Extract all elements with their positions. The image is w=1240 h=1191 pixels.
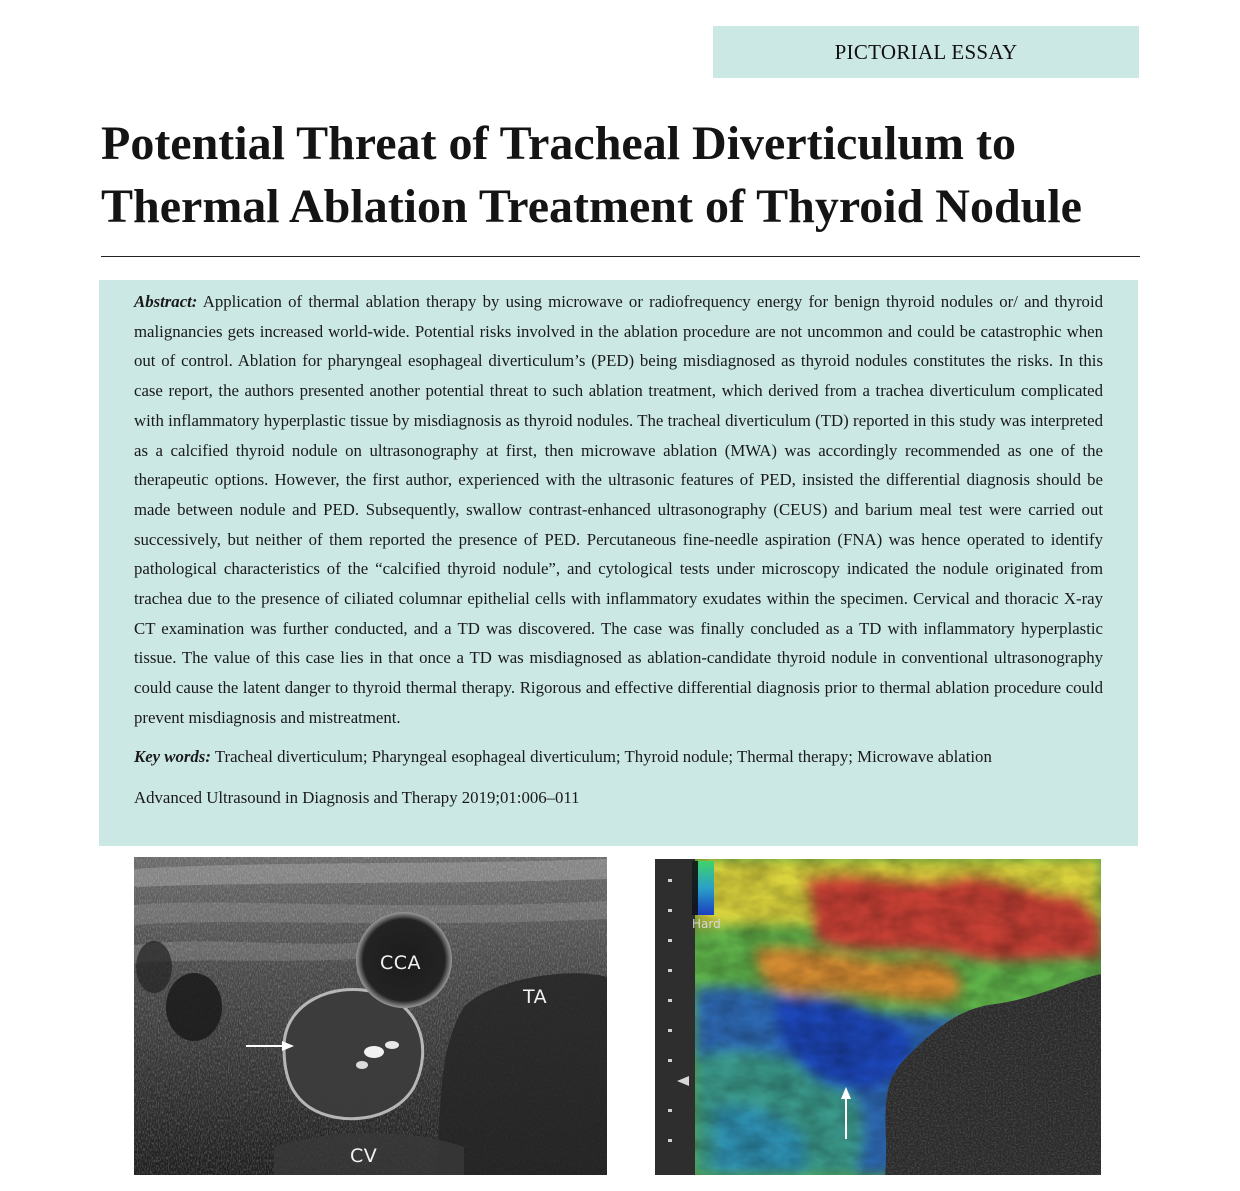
section-tag: [713, 26, 1139, 78]
title-line-2: Thermal Ablation Treatment of Thyroid Nodule: [101, 180, 1082, 233]
keywords-line: [134, 742, 1103, 772]
abstract-label: Abstract:: [134, 292, 198, 311]
scale-label-hard: Hard: [692, 917, 721, 931]
label-cv: CV: [350, 1145, 378, 1167]
citation: Advanced Ultrasound in Diagnosis and Therapy 2019;01:006–011: [134, 788, 580, 808]
ultrasound-image: [134, 857, 607, 1175]
keywords-label: Key words:: [134, 746, 211, 766]
elastography-image: [655, 859, 1101, 1175]
title-line-1: Potential Threat of Tracheal Diverticulum to: [101, 117, 1016, 170]
abstract-box: [99, 280, 1138, 846]
label-cca: CCA: [380, 952, 422, 974]
ultrasound-graphic: [134, 857, 607, 1175]
section-tag-label: PICTORIAL ESSAY: [834, 39, 1018, 64]
title-divider: [101, 256, 1140, 257]
article-title: [101, 112, 1161, 238]
elastography-graphic: [655, 859, 1101, 1175]
keywords-body: Tracheal diverticulum; Pharyngeal esophageal diverticulum; Thyroid nodule; Thermal therapy; Microwave ablation: [214, 746, 992, 766]
label-ta: TA: [523, 986, 548, 1008]
abstract-body: Application of thermal ablation therapy by using microwave or radiofrequency energy for benign thyroid nodules or/ and thyroid malignancies gets increased world-wide. Potential risks involved in the ablation procedure are not uncommon and could be catastrophic when out of control. Ablation for pharyngeal esophageal diverticulum’s (PED) being misdiagnosed as thyroid nodules constitutes the risks. In this case report, the authors presented another potential threat to such ablation treatment, which derived from a trachea diverticulum complicated with inflammatory hyperplastic tissue by misdiagnosis as thyroid nodules. The tracheal diverticulum (TD) reported in this study was interpreted as a calcified thyroid nodule on ultrasonography at first, then microwave ablation (MWA) was accordingly recommended as one of the therapeutic options. However, the first author, experienced with the ultrasonic features of PED, insisted the differential diagnosis should be made between nodule and PED. Subsequently, swallow contrast-enhanced ultrasonography (CEUS) and barium meal test were carried out successively, but neither of them reported the presence of PED. Percutaneous fine-needle aspiration (FNA) was hence operated to identify pathological characteristics of the “calcified thyroid nodule”, and cytological tests under microscopy indicated the nodule originated from trachea due to the presence of ciliated columnar epithelial cells with inflammatory exudates within the specimen. Cervical and thoracic X-ray CT examination was further conducted, and a TD was discovered. The case was finally concluded as a TD with inflammatory hyperplastic tissue. The value of this case lies in that once a TD was misdiagnosed as ablation-candidate thyroid nodule in conventional ultrasonography could cause the latent danger to thyroid thermal therapy. Rigorous and effective differential diagnosis prior to thermal ablation procedure could prevent misdiagnosis and mistreatment.: [134, 292, 1103, 727]
abstract-paragraph: [134, 287, 1103, 733]
